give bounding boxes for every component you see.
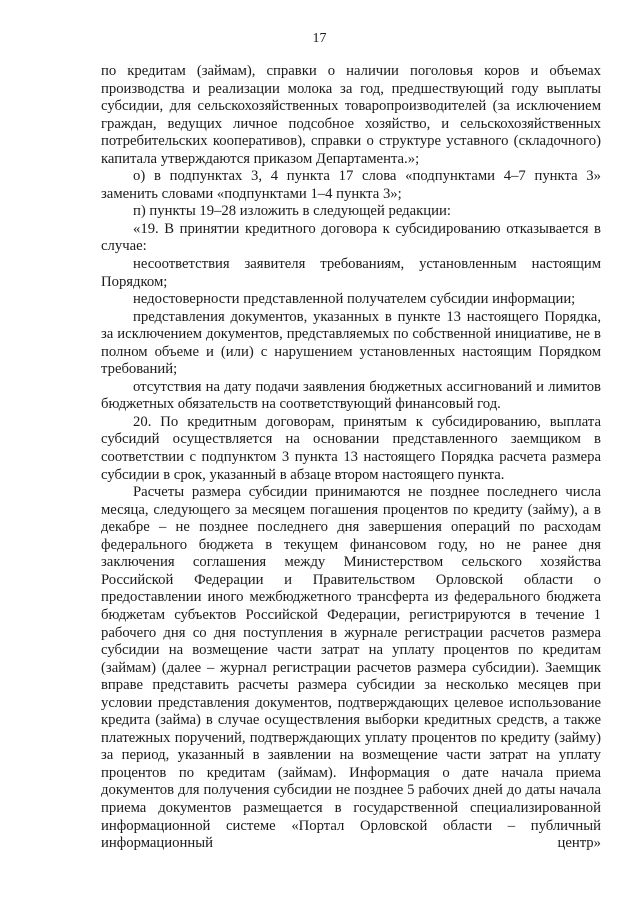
paragraph-calculations: Расчеты размера субсидии принимаются не позднее последнего числа месяца, следующего за месяцем погашения процентов по кредиту (займу), а в декабре – не позднее последнего дня завершения операций по расходам федерального бюджета в текущем финансовом году, но не ранее дня заключения соглашения между Министерством сельского хозяйства Российской Федерации и Правительством Орловской области о предоставлении иного межбюджетного трансферта из федерального бюджета бюджетам субъектов Российской Федерации, регистрируются в течение 1 рабочего дня со дня поступления в журнале регистрации расчетов размера субсидии на возмещение части затрат на уплату процентов по кредитам (займам) (далее – журнал регистрации расчетов размера субсидии). Заемщик вправе представить расчеты размера субсидии за несколько месяцев при условии представления документов, подтверждающих целевое использование кредита (займа) в случае осуществления выборки кредитных средств, а также платежных поручений, подтверждающих уплату процентов по кредиту (займу) за период, указанный в заявлении на возмещение части затрат на уплату процентов по кредитам (займам). Информация о дате начала приема документов для получения субсидии не позднее 5 рабочих дней до даты начала приема документов размещается в государственной специализированной информационной системе «Портал Орловской области – публичный информационный центр»	[101, 484, 601, 852]
paragraph-subitem-p: п) пункты 19–28 изложить в следующей редакции:	[133, 203, 451, 220]
paragraph-refusal-reason-1: несоответствия заявителя требованиям, установленным настоящим Порядком;	[101, 256, 601, 290]
paragraph-item-20: 20. По кредитным договорам, принятым к субсидированию, выплата субсидий осуществляется на основании представленного заемщиком в соответствии с подпунктом 3 пункта 13 настоящего Порядка расчета размера субсидии в срок, указанный в абзаце втором настоящего пункта.	[101, 413, 601, 483]
paragraph-continuation: по кредитам (займам), справки о наличии поголовья коров и объемах производства и реализации молока за год, предшествующий году выплаты субсидии, для сельскохозяйственных товаропроизводителей (за исключением граждан, ведущих личное подсобное хозяйство, и сельскохозяйственных потребительских кооперативов), справки о структуре уставного (складочного) капитала утверждаются приказом Департамента.»;	[101, 63, 601, 167]
paragraph-refusal-reason-2: недостоверности представленной получателем субсидии информации;	[133, 291, 576, 308]
paragraph-subitem-o: о) в подпунктах 3, 4 пункта 17 слова «подпунктами 4–7 пункта 3» заменить словами «подпунктами 1–4 пункта 3»;	[101, 168, 601, 202]
document-body	[101, 63, 601, 853]
paragraph-item-19: «19. В принятии кредитного договора к субсидированию отказывается в случае:	[101, 220, 601, 255]
paragraph-refusal-reason-3: представления документов, указанных в пункте 13 настоящего Порядка, за исключением документов, представляемых по собственной инициативе, не в полном объеме и (или) с нарушением установленных настоящим Порядком требований;	[101, 308, 601, 378]
page-number: 17	[312, 31, 327, 46]
paragraph-refusal-reason-4: отсутствия на дату подачи заявления бюджетных ассигнований и лимитов бюджетных обязательств на соответствующий финансовый год.	[101, 378, 601, 413]
